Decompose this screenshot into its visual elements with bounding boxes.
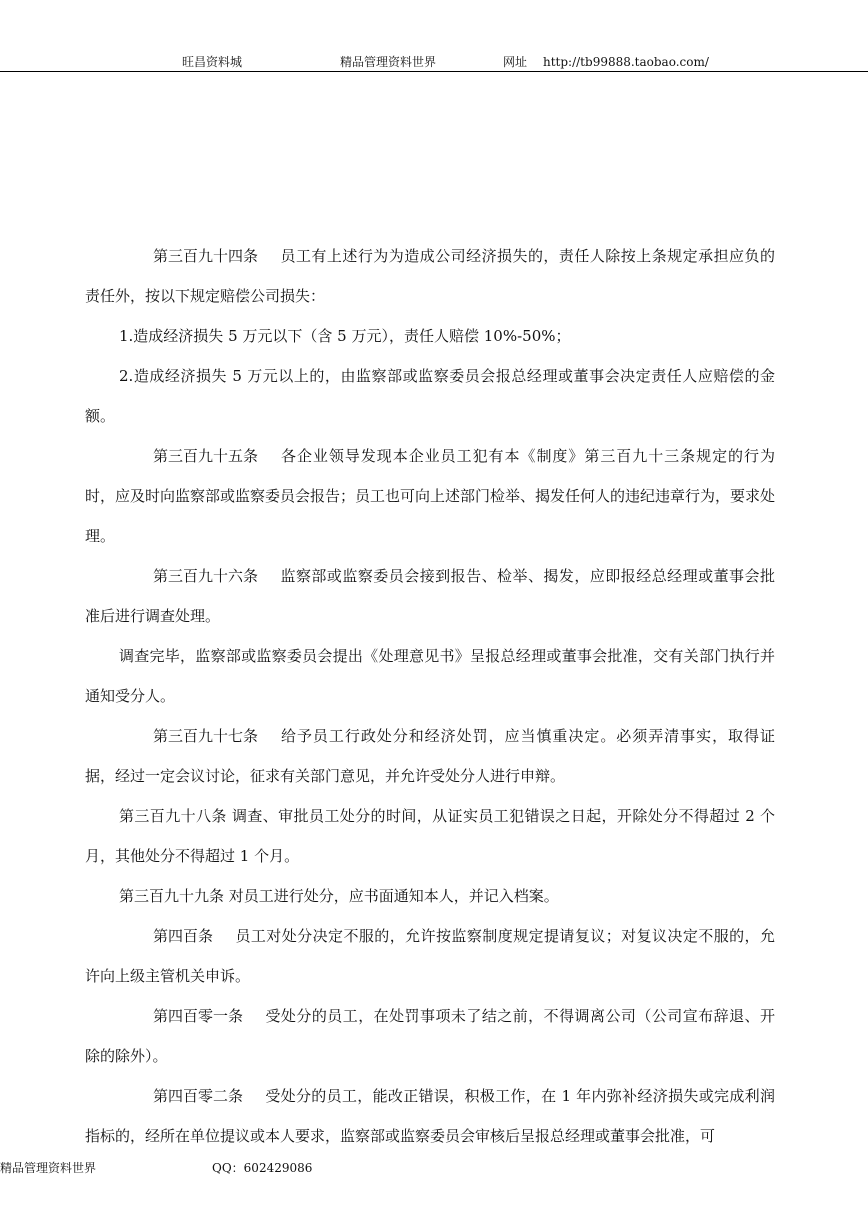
header-url-link[interactable]: http://tb99888.taobao.com/ — [543, 55, 709, 69]
article-number: 第三百九十四条 — [153, 247, 259, 265]
article-text: 给予员工行政处分和经济处罚，应当慎重决定。必须弄清事实，取得证据，经过一定会议讨论，征求有关部门意见，并允许受处分人进行申辩。 — [85, 727, 775, 785]
article-397 — [85, 716, 775, 796]
article-394-item-2 — [85, 356, 775, 436]
article-396 — [85, 556, 775, 636]
article-text: 调查完毕，监察部或监察委员会提出《处理意见书》呈报总经理或董事会批准，交有关部门执行并通知受分人。 — [85, 647, 775, 705]
header-shop-name: 旺昌资料城 — [182, 55, 243, 69]
article-401 — [85, 996, 775, 1076]
article-text: 员工有上述行为为造成公司经济损失的，责任人除按上条规定承担应负的责任外，按以下规定赔偿公司损失： — [85, 247, 775, 305]
article-number: 第三百九十六条 — [153, 567, 259, 585]
article-398 — [85, 796, 775, 876]
article-number: 第四百条 — [153, 927, 214, 945]
article-394-item-1 — [85, 316, 775, 356]
footer-world-name: 精品管理资料世界 — [0, 1161, 97, 1175]
article-number: 第三百九十七条 — [153, 727, 259, 745]
page-footer — [0, 1158, 868, 1178]
footer-qq: QQ：602429086 — [212, 1161, 313, 1175]
article-395 — [85, 436, 775, 556]
document-body — [85, 236, 775, 1156]
article-400 — [85, 916, 775, 996]
article-number: 第三百九十五条 — [153, 447, 259, 465]
article-text: 受处分的员工，能改正错误，积极工作，在 1 年内弥补经济损失或完成利润指标的，经所在单位提议或本人要求，监察部或监察委员会审核后呈报总经理或董事会批准，可 — [85, 1087, 775, 1145]
article-text: 第三百九十九条 对员工进行处分，应书面通知本人，并记入档案。 — [119, 887, 559, 905]
article-text: 监察部或监察委员会接到报告、检举、揭发，应即报经总经理或董事会批准后进行调查处理。 — [85, 567, 775, 625]
article-text: 第三百九十八条 调查、审批员工处分的时间，从证实员工犯错误之日起，开除处分不得超过 2 个月，其他处分不得超过 1 个月。 — [85, 807, 775, 865]
page-header — [0, 52, 868, 72]
header-world-name: 精品管理资料世界 — [340, 55, 437, 69]
article-text: 2.造成经济损失 5 万元以上的，由监察部或监察委员会报总经理或董事会决定责任人应赔偿的金额。 — [85, 367, 775, 425]
article-number: 第四百零二条 — [153, 1087, 244, 1105]
article-text: 1.造成经济损失 5 万元以下（含 5 万元），责任人赔偿 10%-50%； — [119, 327, 571, 345]
article-394 — [85, 236, 775, 316]
article-number: 第四百零一条 — [153, 1007, 244, 1025]
article-396-continued — [85, 636, 775, 716]
article-text: 受处分的员工，在处罚事项未了结之前，不得调离公司（公司宣布辞退、开除的除外）。 — [85, 1007, 775, 1065]
header-divider — [0, 71, 868, 72]
article-399 — [85, 876, 775, 916]
article-text: 员工对处分决定不服的，允许按监察制度规定提请复议；对复议决定不服的，允许向上级主管机关申诉。 — [85, 927, 775, 985]
article-text: 各企业领导发现本企业员工犯有本《制度》第三百九十三条规定的行为时，应及时向监察部或监察委员会报告；员工也可向上述部门检举、揭发任何人的违纪违章行为，要求处理。 — [85, 447, 776, 545]
header-url-label: 网址 — [503, 55, 528, 69]
article-402 — [85, 1076, 775, 1156]
